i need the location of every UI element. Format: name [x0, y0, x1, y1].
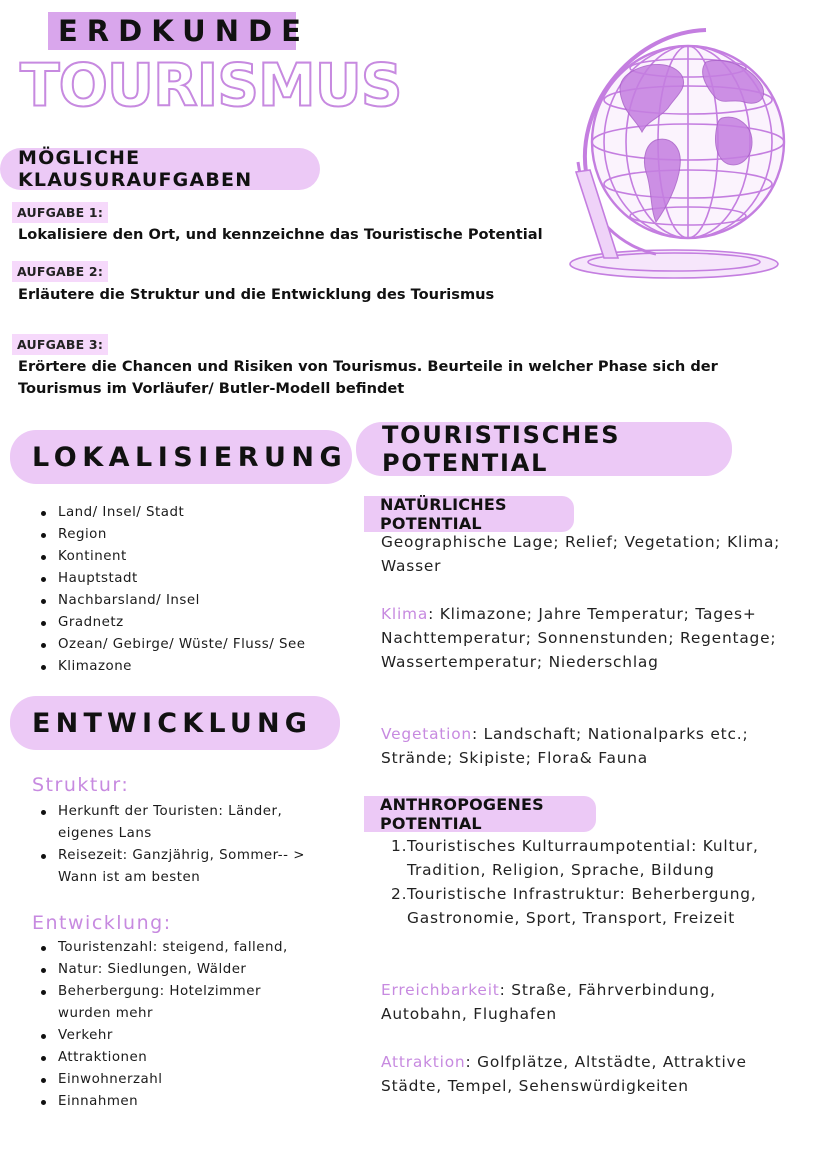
lokalisierung-list — [32, 502, 352, 678]
potential-heading: TOURISTISCHES POTENTIAL — [356, 422, 732, 476]
task-2-label: AUFGABE 2: — [12, 261, 108, 282]
list-item: Kontinent — [32, 546, 352, 568]
task-3-text: Erörtere die Chancen und Risiken von Tourismus. Beurteile in welcher Phase sich der Tourismus im Vorläufer/ Butler-Modell befindet — [18, 358, 718, 397]
list-item: Gradnetz — [32, 612, 352, 634]
task-1-text: Lokalisiere den Ort, und kennzeichne das Touristische Potential — [18, 226, 543, 243]
list-item: Region — [32, 524, 352, 546]
list-item: Herkunft der Touristen: Länder, eigenes Lans — [32, 801, 312, 845]
list-item: Hauptstadt — [32, 568, 352, 590]
task-3-label: AUFGABE 3: — [12, 334, 108, 355]
entwicklung-list — [32, 937, 312, 1113]
list-item: Nachbarsland/ Insel — [32, 590, 352, 612]
struktur-list — [32, 801, 312, 889]
list-item: Einnahmen — [32, 1091, 312, 1113]
klima-text: : Klimazone; Jahre Temperatur; Tages+ Nachttemperatur; Sonnenstunden; Regentage; Wassertemperatur; Niederschlag — [381, 605, 777, 671]
entwicklung-subheading: Entwicklung: — [32, 912, 172, 934]
vegetation-paragraph — [381, 722, 791, 770]
list-item: Beherbergung: Hotelzimmer wurden mehr — [32, 981, 312, 1025]
list-item: 2. Touristische Infrastruktur: Beherbergung, Gastronomie, Sport, Transport, Freizeit — [391, 885, 757, 927]
klima-paragraph — [381, 602, 791, 674]
entwicklung-heading: ENTWICKLUNG — [10, 696, 340, 750]
list-item: Touristenzahl: steigend, fallend, — [32, 937, 312, 959]
lokalisierung-heading: LOKALISIERUNG — [10, 430, 352, 484]
attraktion-paragraph — [381, 1050, 801, 1098]
list-item: Ozean/ Gebirge/ Wüste/ Fluss/ See — [32, 634, 352, 656]
klausur-heading: MÖGLICHE KLAUSURAUFGABEN — [0, 148, 320, 190]
vegetation-keyword: Vegetation — [381, 725, 472, 743]
list-item: Land/ Insel/ Stadt — [32, 502, 352, 524]
anthropogen-list — [381, 834, 801, 930]
list-item: 1. Touristisches Kulturraumpotential: Kultur, Tradition, Religion, Sprache, Bildung — [391, 837, 759, 879]
vegetation-text: : Landschaft; Nationalparks etc.; Strände; Skipiste; Flora& Fauna — [381, 725, 749, 767]
list-item: Reisezeit: Ganzjährig, Sommer-- > Wann ist am besten — [32, 845, 312, 889]
natuerlich-heading: NATÜRLICHES POTENTIAL — [364, 496, 574, 532]
page-title: TOURISMUS — [20, 50, 402, 120]
task-1-label: AUFGABE 1: — [12, 202, 108, 223]
attraktion-text: : Golfplätze, Altstädte, Attraktive Städte, Tempel, Sehenswürdigkeiten — [381, 1053, 747, 1095]
attraktion-keyword: Attraktion — [381, 1053, 466, 1071]
anthropogen-heading: ANTHROPOGENES POTENTIAL — [364, 796, 596, 832]
list-item: Attraktionen — [32, 1047, 312, 1069]
subject-label: ERDKUNDE — [48, 12, 296, 50]
list-item: Einwohnerzahl — [32, 1069, 312, 1091]
list-item: Natur: Siedlungen, Wälder — [32, 959, 312, 981]
task-2-text: Erläutere die Struktur und die Entwicklung des Tourismus — [18, 286, 495, 303]
erreichbarkeit-text: : Straße, Fährverbindung, Autobahn, Flughafen — [381, 981, 716, 1023]
list-item: Klimazone — [32, 656, 352, 678]
natuerlich-intro: Geographische Lage; Relief; Vegetation; Klima; Wasser — [381, 533, 781, 575]
erreichbarkeit-keyword: Erreichbarkeit — [381, 981, 500, 999]
erreichbarkeit-paragraph — [381, 978, 781, 1026]
struktur-heading: Struktur: — [32, 774, 130, 796]
klima-keyword: Klima — [381, 605, 429, 623]
list-item: Verkehr — [32, 1025, 312, 1047]
